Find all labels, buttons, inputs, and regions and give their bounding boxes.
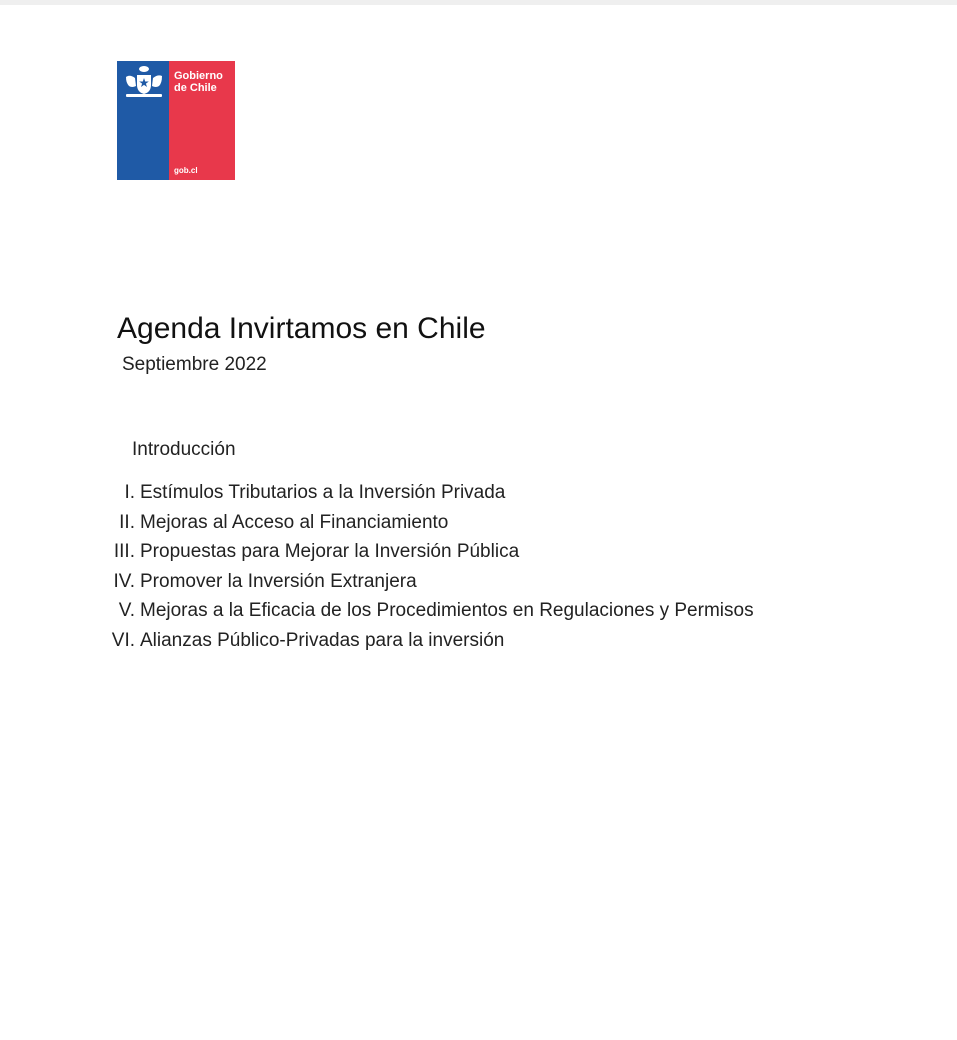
- toc-item-text: Mejoras al Acceso al Financiamiento: [140, 511, 449, 533]
- top-strip: [0, 0, 957, 5]
- toc-item-number: IV.: [113, 570, 135, 592]
- toc-item: [0, 508, 957, 538]
- toc-item-text: Promover la Inversión Extranjera: [140, 570, 417, 592]
- document-title: Agenda Invirtamos en Chile: [117, 312, 486, 345]
- toc-introduction: Introducción: [132, 439, 236, 460]
- toc-item-text: Estímulos Tributarios a la Inversión Privada: [140, 482, 506, 503]
- document-date: Septiembre 2022: [122, 354, 267, 375]
- toc-item-number: I.: [124, 482, 135, 503]
- toc-item-text: Propuestas para Mejorar la Inversión Pública: [140, 541, 520, 562]
- toc-item: [0, 567, 957, 597]
- toc-item-text: Mejoras a la Eficacia de los Procedimientos en Regulaciones y Permisos: [140, 600, 754, 621]
- toc-item: [0, 537, 957, 567]
- gobierno-de-chile-logo: [117, 61, 235, 180]
- logo-red-panel: [169, 61, 235, 180]
- coat-of-arms-icon: [122, 65, 166, 99]
- toc-item-number: II.: [119, 511, 135, 533]
- toc-item-text: Alianzas Público-Privadas para la inversión: [140, 629, 505, 651]
- toc-item-number: VI.: [111, 629, 135, 651]
- toc-item: [0, 478, 957, 508]
- table-of-contents: [0, 478, 957, 655]
- toc-item-number: III.: [113, 541, 135, 562]
- toc-item-number: V.: [118, 600, 135, 621]
- logo-text-line2: de Chile: [174, 82, 217, 94]
- toc-item: [0, 626, 957, 656]
- toc-item: [0, 596, 957, 626]
- logo-url: gob.cl: [174, 166, 198, 175]
- logo-text-line1: Gobierno: [174, 70, 223, 82]
- logo-blue-panel: [117, 61, 169, 180]
